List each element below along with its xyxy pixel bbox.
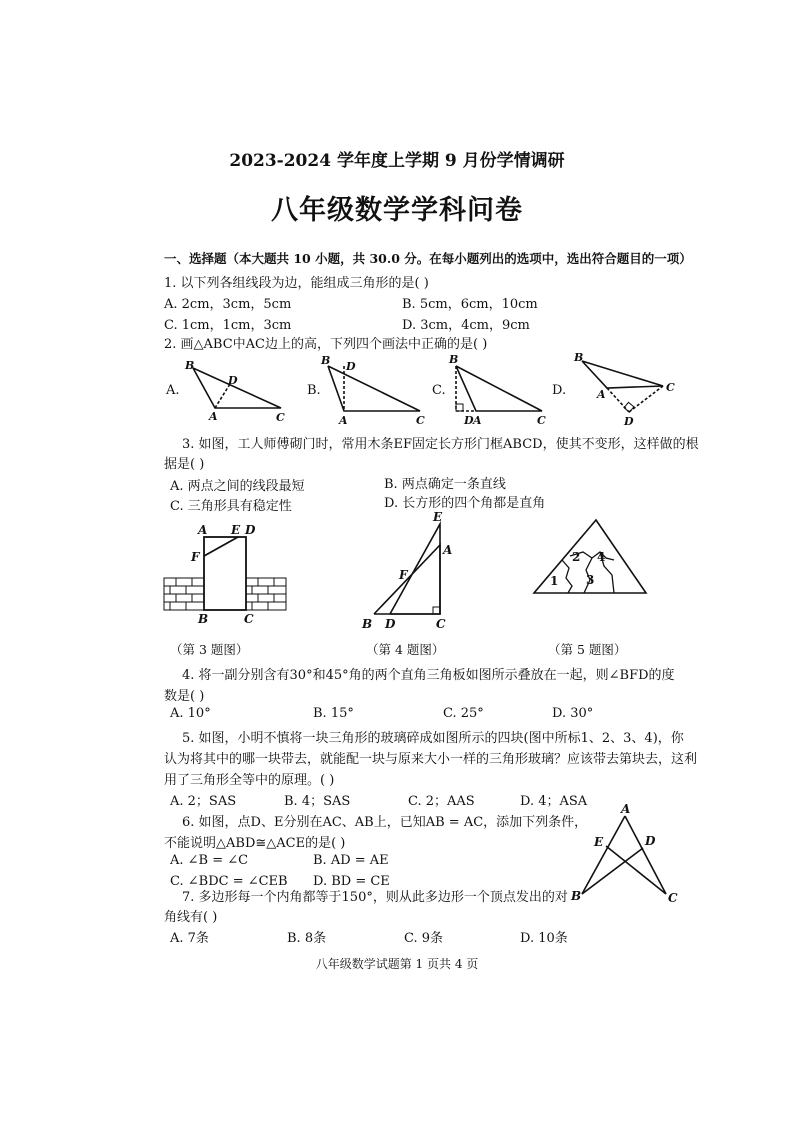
q1-option-b: B. 5cm，6cm，10cm bbox=[402, 297, 538, 312]
q3-stem-line1: 3. 如图，工人师傅砌门时，常用木条EF固定长方形门框ABCD，使其不变形，这样做的根 bbox=[182, 437, 699, 452]
q6-option-d: D. BD = CE bbox=[313, 874, 390, 889]
q7-option-b: B. 8条 bbox=[287, 931, 327, 946]
q6-stem-line2: 不能说明△ABD≅△ACE的是( ) bbox=[164, 836, 346, 851]
fig3-label-d: D bbox=[245, 523, 256, 537]
fig5-caption: （第 5 题图） bbox=[548, 642, 627, 657]
fig3-label-e: E bbox=[231, 523, 241, 537]
q2-b-label-b: B bbox=[321, 354, 331, 367]
fig5-label-2: 2 bbox=[572, 550, 581, 564]
q2-c-label-c: C bbox=[537, 414, 546, 427]
fig5-label-1: 1 bbox=[550, 574, 559, 588]
q4-option-b: B. 15° bbox=[313, 706, 354, 721]
q2-d-label-d: D bbox=[624, 415, 634, 428]
q3-option-a: A. 两点之间的线段最短 bbox=[170, 479, 305, 494]
q5-option-c: C. 2；AAS bbox=[408, 794, 475, 809]
fig4-label-e: E bbox=[433, 510, 443, 524]
exam-subtitle: 2023-2024 学年度上学期 9 月份学情调研 bbox=[229, 151, 565, 171]
q5-stem-line2: 认为将其中的哪一块带去，就能配一块与原来大小一样的三角形玻璃？应该带去第块去，这利 bbox=[164, 752, 698, 767]
fig3-label-b: B bbox=[198, 612, 209, 626]
section-heading: 一、选择题（本大题共 10 小题，共 30.0 分。在每小题列出的选项中，选出符合题目的一项） bbox=[164, 251, 692, 266]
q5-option-b: B. 4；SAS bbox=[284, 794, 351, 809]
q6-label-c: C bbox=[668, 891, 678, 905]
fig4-label-c: C bbox=[436, 617, 446, 631]
fig4-label-a: A bbox=[443, 543, 453, 557]
q2-d-label-a: A bbox=[597, 388, 606, 401]
q2-a-label-c: C bbox=[276, 411, 285, 424]
q5-option-d: D. 4；ASA bbox=[520, 794, 588, 809]
q1-option-c: C. 1cm，1cm，3cm bbox=[164, 318, 292, 333]
q1-option-d: D. 3cm，4cm，9cm bbox=[402, 318, 530, 333]
q2-option-d: D. bbox=[552, 383, 567, 398]
q6-stem-line1: 6. 如图，点D、E分别在AC、AB上，已知AB = AC，添加下列条件， bbox=[182, 815, 588, 830]
q7-option-c: C. 9条 bbox=[404, 931, 444, 946]
q5-stem-line3: 用了三角形全等中的原理。( ) bbox=[164, 773, 335, 788]
q2-d-label-c: C bbox=[666, 381, 675, 394]
q4-stem-line2: 数是( ) bbox=[164, 689, 205, 704]
q2-option-b: B. bbox=[307, 383, 321, 398]
fig4-caption: （第 4 题图） bbox=[366, 642, 445, 657]
q2-b-label-a: A bbox=[339, 414, 348, 427]
q4-option-c: C. 25° bbox=[443, 706, 484, 721]
q2-b-label-c: C bbox=[416, 414, 425, 427]
q3-option-c: C. 三角形具有稳定性 bbox=[170, 499, 292, 514]
q2-a-label-a: A bbox=[209, 410, 218, 423]
q7-option-a: A. 7条 bbox=[170, 931, 209, 946]
q4-option-d: D. 30° bbox=[552, 706, 594, 721]
q3-stem-line2: 据是( ) bbox=[164, 457, 205, 472]
q2-a-label-d: D bbox=[228, 374, 238, 387]
q4-option-a: A. 10° bbox=[170, 706, 211, 721]
fig3-caption: （第 3 题图） bbox=[170, 642, 249, 657]
q2-c-label-d: D bbox=[464, 414, 474, 427]
q6-label-b: B bbox=[571, 889, 582, 903]
q5-stem-line1: 5. 如图，小明不慎将一块三角形的玻璃碎成如图所示的四块(图中所标1、2、3、4)，你 bbox=[182, 731, 684, 746]
q7-option-d: D. 10条 bbox=[520, 931, 568, 946]
q6-option-a: A. ∠B = ∠C bbox=[170, 853, 249, 868]
q2-d-label-b: B bbox=[574, 351, 584, 364]
fig3-label-a: A bbox=[198, 523, 208, 537]
q2-c-label-a: A bbox=[473, 414, 482, 427]
q5-option-a: A. 2；SAS bbox=[170, 794, 237, 809]
q2-stem: 2. 画△ABC中AC边上的高，下列四个画法中正确的是( ) bbox=[164, 337, 488, 352]
q7-stem-line1: 7. 多边形每一个内角都等于150°，则从此多边形一个顶点发出的对 bbox=[182, 890, 568, 905]
q6-label-d: D bbox=[645, 834, 656, 848]
fig4-label-b: B bbox=[362, 617, 373, 631]
page-footer: 八年级数学试题第 1 页共 4 页 bbox=[315, 957, 479, 971]
q7-stem-line2: 角线有( ) bbox=[164, 910, 218, 925]
q2-a-label-b: B bbox=[185, 359, 195, 372]
exam-title: 八年级数学学科问卷 bbox=[271, 195, 523, 226]
q2-option-a: A. bbox=[166, 383, 180, 398]
q4-stem-line1: 4. 将一副分别含有30°和45°角的两个直角三角板如图所示叠放在一起，则∠BFD的度 bbox=[182, 668, 675, 683]
q1-stem: 1. 以下列各组线段为边，能组成三角形的是( ) bbox=[164, 276, 429, 291]
q1-option-a: A. 2cm，3cm，5cm bbox=[164, 297, 292, 312]
fig5-label-3: 3 bbox=[586, 573, 595, 587]
fig3-label-f: F bbox=[191, 550, 200, 564]
q6-label-a: A bbox=[621, 802, 631, 816]
q6-option-c: C. ∠BDC = ∠CEB bbox=[170, 874, 288, 889]
fig3-label-c: C bbox=[244, 612, 254, 626]
q6-label-e: E bbox=[594, 835, 604, 849]
q2-c-label-b: B bbox=[449, 353, 459, 366]
q2-b-label-d: D bbox=[346, 360, 356, 373]
q6-option-b: B. AD = AE bbox=[313, 853, 389, 868]
q3-option-d: D. 长方形的四个角都是直角 bbox=[384, 496, 546, 511]
fig4-label-d: D bbox=[385, 617, 396, 631]
fig5-label-4: 4 bbox=[597, 550, 606, 564]
q2-option-c: C. bbox=[432, 383, 446, 398]
q3-option-b: B. 两点确定一条直线 bbox=[384, 477, 506, 492]
fig4-label-f: F bbox=[399, 568, 408, 582]
